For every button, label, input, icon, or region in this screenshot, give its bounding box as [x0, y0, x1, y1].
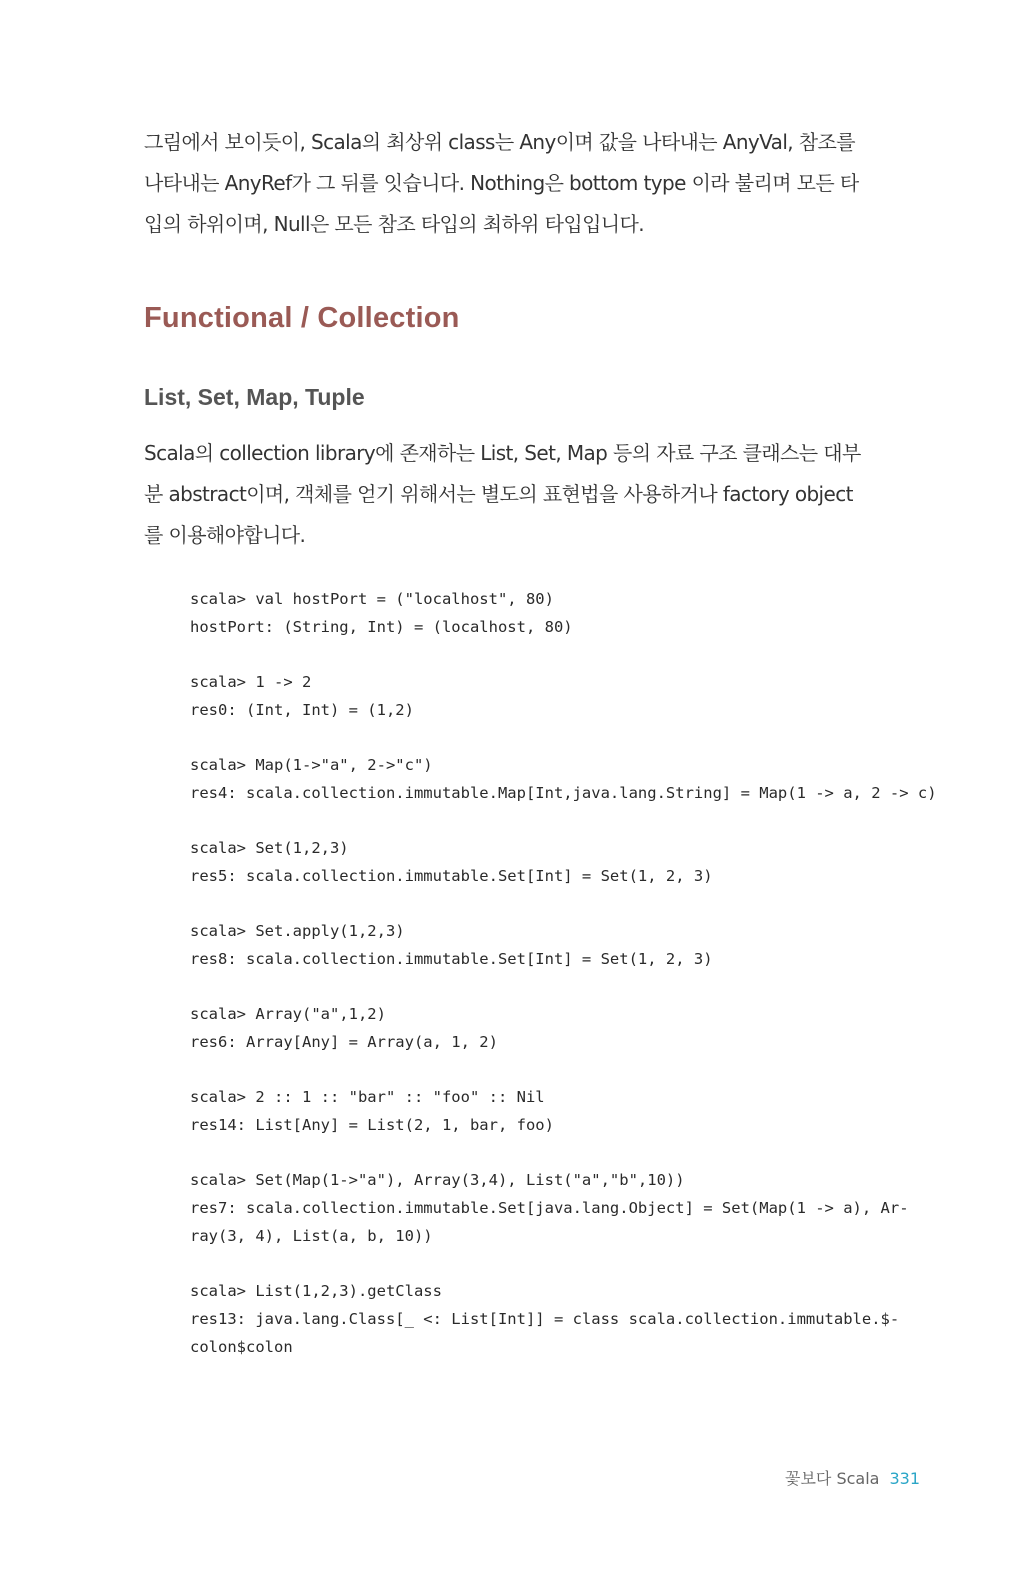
code-line: res4: scala.collection.immutable.Map[Int,java.lang.String] = Map(1 -> a, 2 -> c): [190, 783, 937, 802]
page-footer: [785, 1466, 920, 1489]
code-line: res5: scala.collection.immutable.Set[Int] = Set(1, 2, 3): [190, 866, 713, 885]
code-line: scala> Array("a",1,2): [190, 1005, 386, 1024]
page-number: 331: [889, 1469, 920, 1488]
code-line: res13: java.lang.Class[_ <: List[Int]] = class scala.collection.immutable.$-: [190, 1309, 900, 1328]
code-line: scala> List(1,2,3).getClass: [190, 1282, 442, 1301]
footer-book-title: 꽃보다 Scala: [784, 1469, 880, 1488]
code-line: [190, 974, 890, 1002]
intro-line-1: 그림에서 보이듯이, Scala의 최상위 class는 Any이며 값을 나타내는 AnyVal, 참조를: [144, 130, 855, 154]
body-paragraph: [144, 433, 884, 556]
code-line: colon$colon: [190, 1337, 293, 1356]
code-line: res7: scala.collection.immutable.Set[java.lang.Object] = Set(Map(1 -> a), Ar-: [190, 1199, 909, 1218]
code-line: res0: (Int, Int) = (1,2): [190, 700, 414, 719]
code-line: res8: scala.collection.immutable.Set[Int] = Set(1, 2, 3): [190, 949, 713, 968]
code-block: [190, 586, 937, 1361]
body-line-1: Scala의 collection library에 존재하는 List, Set, Map 등의 자료 구조 클래스는 대부: [144, 441, 861, 465]
intro-paragraph: [144, 122, 884, 245]
intro-line-3: 입의 하위이며, Null은 모든 참조 타입의 최하위 타입입니다.: [144, 212, 645, 236]
code-line: res14: List[Any] = List(2, 1, bar, foo): [190, 1116, 554, 1135]
code-line: ray(3, 4), List(a, b, 10)): [190, 1226, 433, 1245]
code-line: [190, 641, 890, 669]
body-line-2: 분 abstract이며, 객체를 얻기 위해서는 별도의 표현법을 사용하거나 factory object: [144, 482, 853, 506]
code-line: [190, 808, 890, 836]
code-line: [190, 1251, 890, 1279]
subsection-title: List, Set, Map, Tuple: [144, 384, 365, 410]
code-line: [190, 1140, 890, 1168]
code-line: scala> Set(Map(1->"a"), Array(3,4), List("a","b",10)): [190, 1171, 685, 1190]
code-line: [190, 1057, 890, 1085]
code-line: scala> 2 :: 1 :: "bar" :: "foo" :: Nil: [190, 1088, 545, 1107]
section-title: Functional / Collection: [144, 302, 460, 334]
code-line: scala> Set(1,2,3): [190, 839, 349, 858]
code-line: hostPort: (String, Int) = (localhost, 80): [190, 617, 573, 636]
code-line: scala> Map(1->"a", 2->"c"): [190, 756, 433, 775]
code-line: res6: Array[Any] = Array(a, 1, 2): [190, 1033, 498, 1051]
intro-line-2: 나타내는 AnyRef가 그 뒤를 잇습니다. Nothing은 bottom type 이라 불리며 모든 타: [144, 171, 859, 195]
code-line: [190, 891, 890, 919]
code-line: scala> 1 -> 2: [190, 673, 312, 692]
code-line: scala> Set.apply(1,2,3): [190, 922, 405, 941]
body-line-3: 를 이용해야합니다.: [144, 523, 306, 547]
code-line: [190, 724, 890, 752]
code-line: scala> val hostPort = ("localhost", 80): [190, 590, 554, 608]
